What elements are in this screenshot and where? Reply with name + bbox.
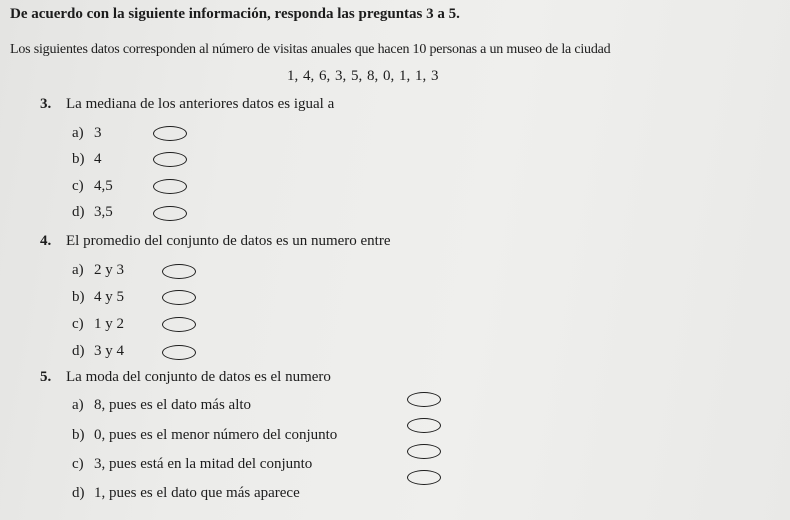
option-letter: d) — [72, 204, 85, 220]
data-statement: Los siguientes datos corresponden al número de visitas anuales que hacen 10 personas a un museo de la ciudad — [10, 42, 611, 57]
option-letter: c) — [72, 178, 84, 194]
option-letter: d) — [72, 485, 85, 501]
question-4 — [40, 233, 391, 250]
question-5 — [40, 369, 331, 386]
question-number: 5. — [40, 369, 52, 385]
option-text: 0, pues es el menor número del conjunto — [94, 427, 338, 443]
q4-option-c — [72, 316, 124, 333]
q3-option-b — [72, 151, 102, 168]
q3-answer-bubble-a[interactable] — [153, 126, 187, 141]
q5-answer-bubble-d[interactable] — [407, 470, 441, 485]
instructions-heading: De acuerdo con la siguiente información, responda las preguntas 3 a 5. — [10, 6, 460, 22]
question-number: 3. — [40, 96, 52, 112]
q4-answer-bubble-d[interactable] — [162, 345, 196, 360]
option-letter: b) — [72, 427, 85, 443]
q3-option-c — [72, 178, 113, 195]
option-letter: b) — [72, 151, 85, 167]
option-text: 2 y 3 — [94, 262, 124, 278]
option-letter: a) — [72, 262, 84, 278]
q3-option-d — [72, 204, 113, 221]
option-text: 3 y 4 — [94, 343, 124, 359]
data-values: 1, 4, 6, 3, 5, 8, 0, 1, 1, 3 — [287, 68, 439, 84]
question-text: La mediana de los anteriores datos es igual a — [66, 96, 335, 112]
q3-answer-bubble-b[interactable] — [153, 152, 187, 167]
option-letter: a) — [72, 125, 84, 141]
q4-option-d — [72, 343, 124, 360]
question-number: 4. — [40, 233, 52, 249]
q4-option-b — [72, 289, 124, 306]
q4-answer-bubble-b[interactable] — [162, 290, 196, 305]
q4-answer-bubble-a[interactable] — [162, 264, 196, 279]
q3-answer-bubble-c[interactable] — [153, 179, 187, 194]
option-text: 4 — [94, 151, 102, 167]
option-text: 3, pues está en la mitad del conjunto — [94, 456, 313, 472]
option-text: 1 y 2 — [94, 316, 124, 332]
q5-answer-bubble-a[interactable] — [407, 392, 441, 407]
q5-option-d — [72, 485, 300, 502]
option-text: 3,5 — [94, 204, 113, 220]
option-letter: a) — [72, 397, 84, 413]
q4-answer-bubble-c[interactable] — [162, 317, 196, 332]
question-text: El promedio del conjunto de datos es un numero entre — [66, 233, 391, 249]
option-letter: c) — [72, 456, 84, 472]
q5-option-a — [72, 397, 251, 414]
q3-answer-bubble-d[interactable] — [153, 206, 187, 221]
option-letter: d) — [72, 343, 85, 359]
option-text: 3 — [94, 125, 102, 141]
q5-answer-bubble-b[interactable] — [407, 418, 441, 433]
q5-option-c — [72, 456, 312, 473]
question-text: La moda del conjunto de datos es el numero — [66, 369, 331, 385]
q3-option-a — [72, 125, 102, 142]
option-letter: c) — [72, 316, 84, 332]
q4-option-a — [72, 262, 124, 279]
option-text: 4,5 — [94, 178, 113, 194]
option-text: 8, pues es el dato más alto — [94, 397, 252, 413]
q5-option-b — [72, 427, 337, 444]
question-3 — [40, 96, 334, 113]
q5-answer-bubble-c[interactable] — [407, 444, 441, 459]
option-letter: b) — [72, 289, 85, 305]
option-text: 1, pues es el dato que más aparece — [94, 485, 300, 501]
option-text: 4 y 5 — [94, 289, 124, 305]
